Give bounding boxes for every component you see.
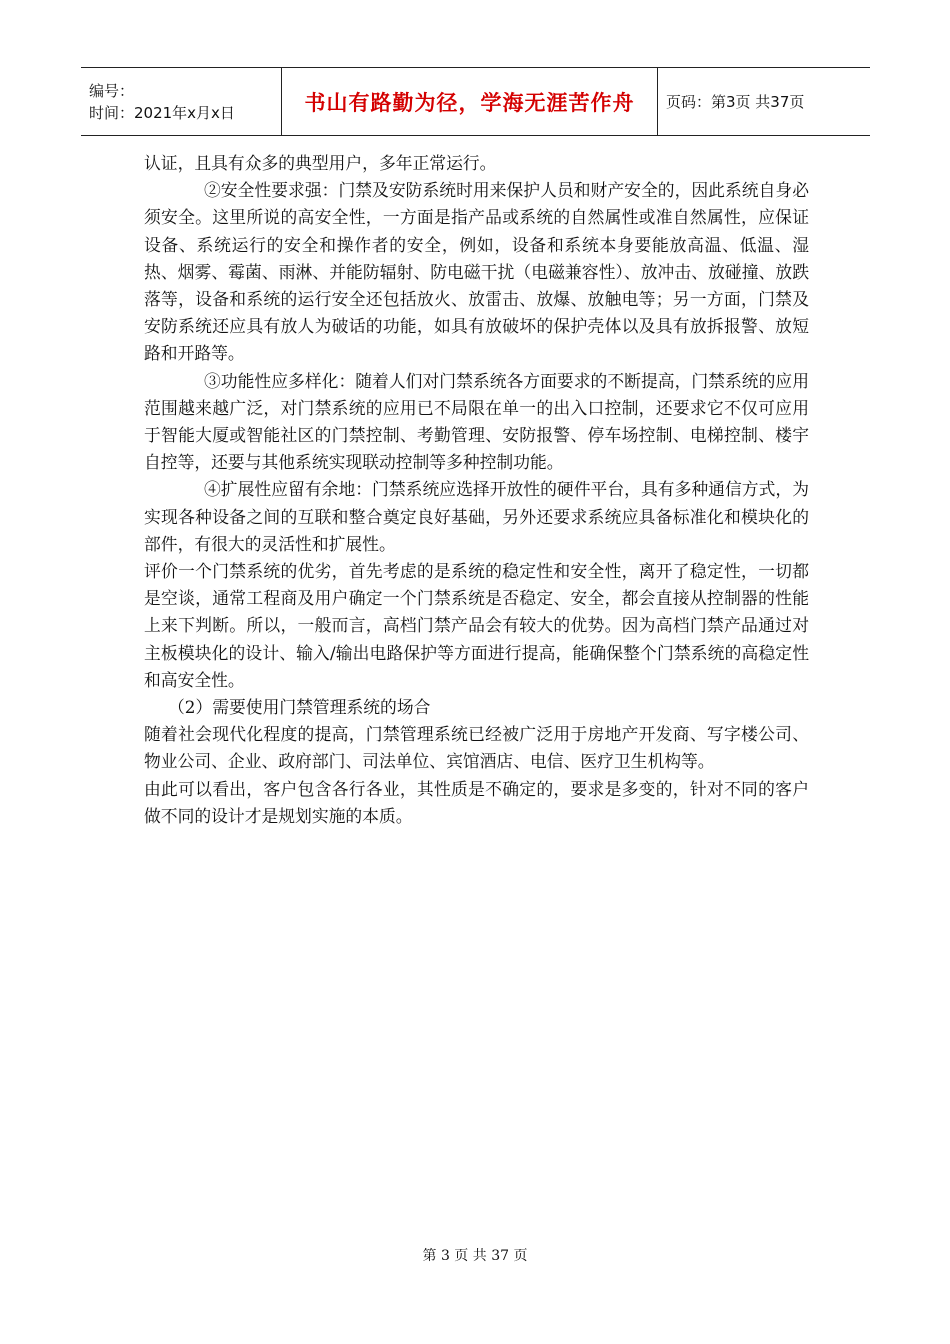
paragraph: 由此可以看出，客户包含各行各业，其性质是不确定的，要求是多变的，针对不同的客户做不同的设计才是规划实施的本质。 [144,778,809,826]
paragraph: ③功能性应多样化：随着人们对门禁系统各方面要求的不断提高，门禁系统的应用范围越来越广泛，对门禁系统的应用已不局限在单一的出入口控制，还要求它不仅可应用于智能大厦或智能社区的门禁控制、考勤管理、安防报警、停车场控制、电梯控制、楼宇自控等，还要与其他系统实现联动控制等多种控制功能。 [144,370,809,473]
header-motto-cell [282,68,658,135]
page-footer: 第 3 页 共 37 页 [422,1248,528,1264]
document-date: 时间：2021年x月x日 [89,103,235,122]
paragraph: ④扩展性应留有余地：门禁系统应选择开放性的硬件平台，具有多种通信方式，为实现各种设备之间的互联和整合奠定良好基础，另外还要求系统应具备标准化和模块化的部件，有很大的灵活性和扩展性。 [144,479,809,554]
header-page-cell [658,68,870,135]
header-meta [81,68,282,135]
header-page-info: 页码：第3页 共37页 [666,93,805,111]
paragraph: ②安全性要求强：门禁及安防系统时用来保护人员和财产安全的，因此系统自身必须安全。这里所说的高安全性，一方面是指产品或系统的自然属性或准自然属性，应保证设备、系统运行的安全和操作者的安全，例如，设备和系统本身要能放高温、低温、湿热、烟雾、霉菌、雨淋、并能防辐射、防电磁干扰（电磁兼容性）、放冲击、放碰撞、放跌落等，设备和系统的运行安全还包括放火、放雷击、放爆、放触电等；另一方面，门禁及安防系统还应具有放人为破话的功能，如具有放破坏的保护壳体以及具有放拆报警、放短路和开路等。 [144,180,809,364]
document-number-label: 编号： [89,81,135,100]
paragraph: 认证，且具有众多的典型用户，多年正常运行。 [144,153,497,173]
document-body [144,150,809,830]
header-motto: 书山有路勤为径，学海无涯苦作舟 [304,90,635,115]
paragraph: 随着社会现代化程度的提高，门禁管理系统已经被广泛用于房地产开发商、写字楼公司、物业公司、企业、政府部门、司法单位、宾馆酒店、电信、医疗卫生机构等。 [144,724,809,772]
paragraph: 评价一个门禁系统的优劣，首先考虑的是系统的稳定性和安全性，离开了稳定性，一切都是空谈，通常工程商及用户确定一个门禁系统是否稳定、安全，都会直接从控制器的性能上来下判断。所以，一般而言，高档门禁产品会有较大的优势。因为高档门禁产品通过对主板模块化的设计、输入/输出电路保护等方面进行提高，能确保整个门禁系统的高稳定性和高安全性。 [144,561,809,690]
page-header [81,67,870,136]
section-heading: （2）需要使用门禁管理系统的场合 [168,697,431,718]
